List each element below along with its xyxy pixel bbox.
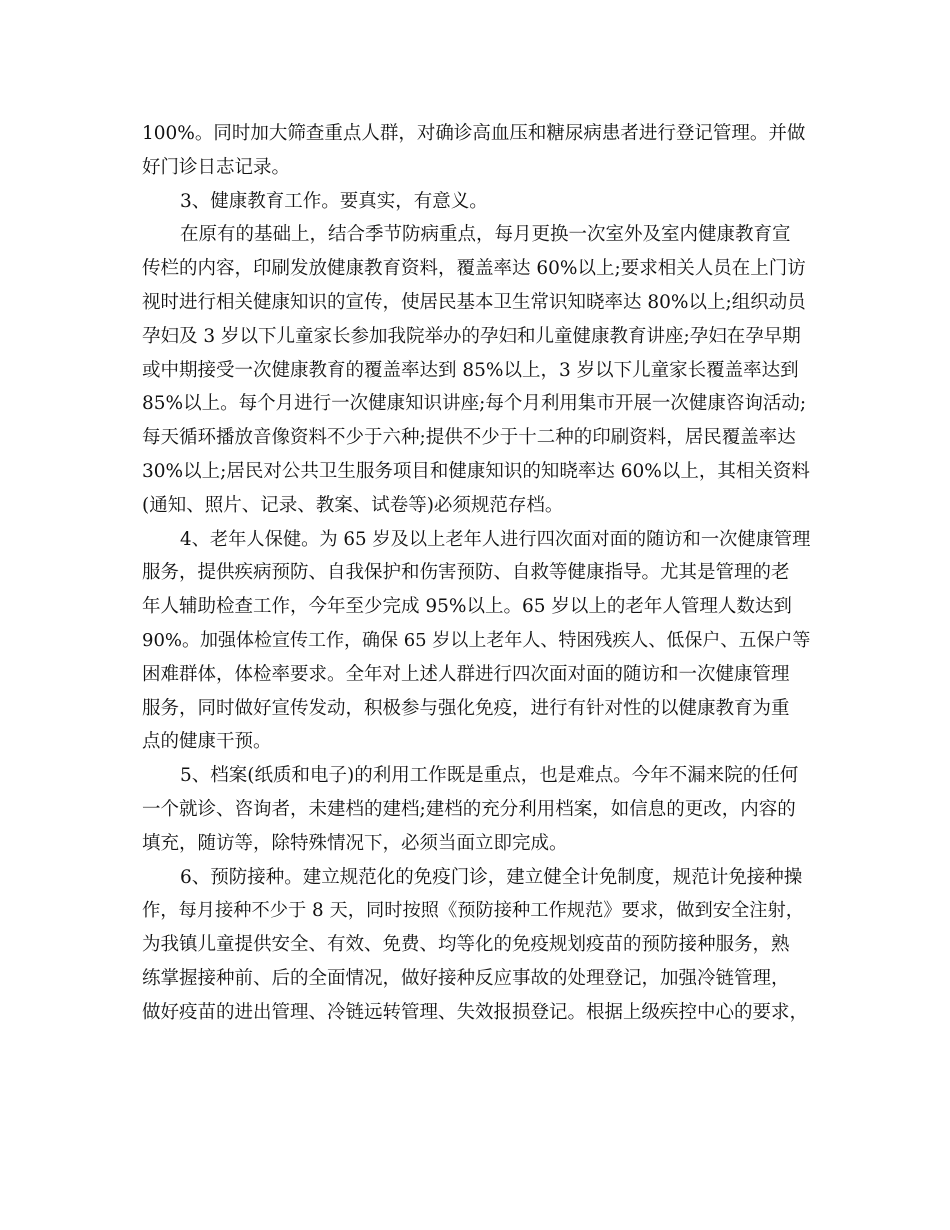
text-line: 100%。同时加大筛查重点人群，对确诊高血压和糖尿病患者进行登记管理。并做	[142, 123, 806, 144]
text-line: 视时进行相关健康知识的宣传，使居民基本卫生常识知晓率达 80%以上;组织动员	[142, 291, 806, 313]
text-line: 为我镇儿童提供安全、有效、免费、均等化的免疫规划疫苗的预防接种服务，熟	[142, 934, 790, 956]
text-line: 孕妇及 3 岁以下儿童家长参加我院举办的孕妇和儿童健康教育讲座;孕妇在孕早期	[142, 325, 801, 347]
text-line: 每天循环播放音像资料不少于六种;提供不少于十二种的印刷资料，居民覆盖率达	[142, 427, 796, 449]
text-line: 30%以上;居民对公共卫生服务项目和健康知识的知晓率达 60%以上，其相关资料	[142, 460, 810, 482]
text-line: (通知、照片、记录、教案、试卷等)必须规范存档。	[142, 494, 564, 516]
text-line: 好门诊日志记录。	[142, 156, 291, 178]
text-line: 传栏的内容，印刷发放健康教育资料，覆盖率达 60%以上;要求相关人员在上门访	[142, 258, 806, 280]
text-line: 服务，提供疾病预防、自我保护和伤害预防、自救等健康指导。尤其是管理的老	[142, 562, 790, 584]
text-line: 作，每月接种不少于 8 天，同时按照《预防接种工作规范》要求，做到安全注射，	[142, 900, 804, 922]
text-line: 6、预防接种。建立规范化的免疫门诊，建立健全计免制度，规范计免接种操	[180, 866, 803, 888]
text-line: 填充，随访等，除特殊情况下，必须当面立即完成。	[142, 832, 568, 854]
text-line: 4、老年人保健。为 65 岁及以上老年人进行四次面对面的随访和一次健康管理	[180, 528, 811, 550]
text-line: 3、健康教育工作。要真实，有意义。	[180, 190, 488, 212]
text-line: 年人辅助检查工作，今年至少完成 95%以上。65 岁以上的老年人管理人数达到	[142, 596, 792, 618]
text-line: 练掌握接种前、后的全面情况，做好接种反应事故的处理登记，加强冷链管理，	[142, 967, 790, 989]
text-line: 5、档案(纸质和电子)的利用工作既是重点，也是难点。今年不漏来院的任何	[180, 765, 799, 787]
text-line: 做好疫苗的进出管理、冷链远转管理、失效报损登记。根据上级疾控中心的要求，	[142, 1001, 809, 1023]
text-line: 点的健康干预。	[142, 731, 272, 753]
document-body	[142, 117, 810, 1030]
text-line: 或中期接受一次健康教育的覆盖率达到 85%以上，3 岁以下儿童家长覆盖率达到	[142, 359, 799, 381]
text-line: 85%以上。每个月进行一次健康知识讲座;每个月利用集市开展一次健康咨询活动;	[142, 393, 807, 415]
text-line: 90%。加强体检宣传工作，确保 65 岁以上老年人、特困残疾人、低保户、五保户等	[142, 629, 811, 651]
text-line: 服务，同时做好宣传发动，积极参与强化免疫，进行有针对性的以健康教育为重	[142, 697, 790, 719]
text-line: 在原有的基础上，结合季节防病重点，每月更换一次室外及室内健康教育宣	[180, 224, 791, 246]
text-line: 困难群体，体检率要求。全年对上述人群进行四次面对面的随访和一次健康管理	[142, 663, 790, 685]
text-line: 一个就诊、咨询者，未建档的建档;建档的充分利用档案，如信息的更改，内容的	[142, 798, 796, 820]
